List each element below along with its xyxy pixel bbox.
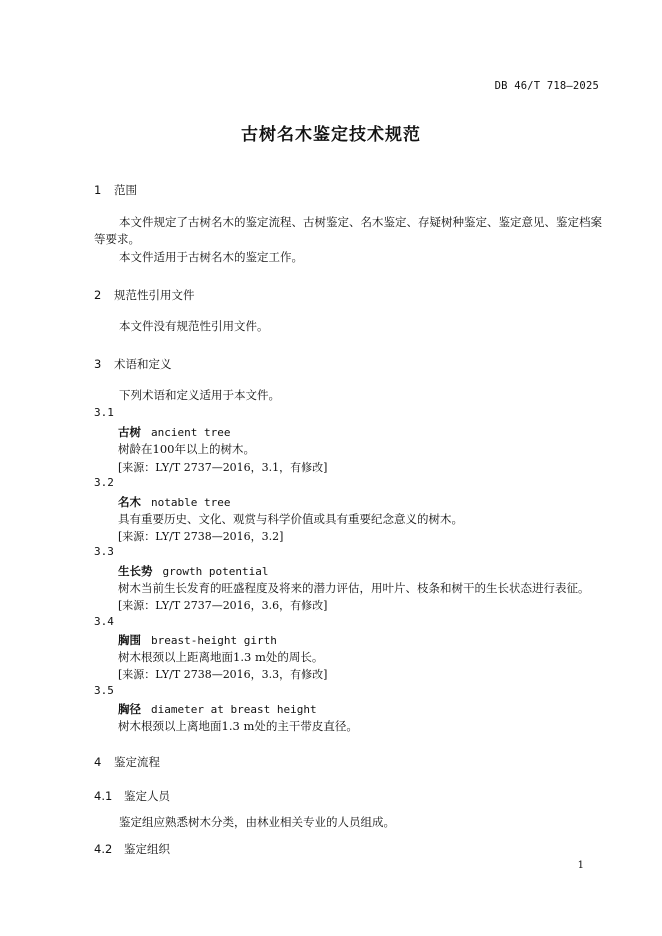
term-name-cn: 名木 [118, 495, 141, 509]
document-code: DB 46/T 718—2025 [494, 80, 599, 92]
term-name-en: growth potential [162, 565, 269, 578]
section-1-heading [94, 182, 137, 198]
subsection-number: 4.1 [94, 789, 113, 803]
section-number: 3 [94, 357, 102, 371]
section-number: 4 [94, 755, 102, 769]
term-source: [来源：LY/T 2738—2016，3.2] [118, 530, 284, 543]
term-name [118, 632, 277, 648]
term-name-cn: 胸围 [118, 633, 141, 647]
document-title: 古树名木鉴定技术规范 [241, 125, 421, 145]
term-name-cn: 胸径 [118, 702, 141, 716]
page-number: 1 [577, 860, 584, 871]
section-1-paragraph-1: 本文件规定了古树名木的鉴定流程、古树鉴定、名木鉴定、存疑树种鉴定、鉴定意见、鉴定档案等要求。 [94, 215, 602, 246]
term-name-cn: 古树 [118, 425, 141, 439]
term-definition: 树木当前生长发育的旺盛程度及将来的潜力评估，用叶片、枝条和树干的生长状态进行表征。 [118, 581, 590, 595]
subsection-4-2-heading [94, 841, 170, 857]
section-title: 鉴定流程 [114, 755, 160, 769]
term-source: [来源：LY/T 2737—2016，3.1，有修改] [118, 461, 328, 474]
term-number: 3.5 [94, 684, 114, 697]
term-definition: 树木根颈以上距离地面1.3 m处的周长。 [118, 650, 324, 664]
section-4-heading [94, 754, 160, 770]
subsection-title: 鉴定组织 [124, 842, 170, 856]
section-number: 2 [94, 288, 102, 302]
section-1-paragraph-2: 本文件适用于古树名木的鉴定工作。 [119, 250, 303, 264]
section-title: 规范性引用文件 [114, 288, 195, 302]
subsection-title: 鉴定人员 [124, 789, 170, 803]
term-name-en: notable tree [151, 496, 231, 509]
term-name-en: ancient tree [151, 426, 231, 439]
term-number: 3.1 [94, 406, 114, 419]
term-definition: 树木根颈以上离地面1.3 m处的主干带皮直径。 [118, 719, 358, 733]
term-name-en: breast-height girth [151, 634, 277, 647]
term-number: 3.2 [94, 476, 114, 489]
term-number: 3.4 [94, 615, 114, 628]
subsection-number: 4.2 [94, 842, 113, 856]
subsection-4-1-heading [94, 788, 170, 804]
term-name [118, 563, 268, 579]
section-2-paragraph-1: 本文件没有规范性引用文件。 [119, 319, 269, 333]
term-definition: 具有重要历史、文化、观赏与科学价值或具有重要纪念意义的树木。 [118, 512, 463, 526]
section-title: 范围 [114, 183, 137, 197]
term-name [118, 424, 230, 440]
section-number: 1 [94, 183, 102, 197]
term-name-cn: 生长势 [118, 564, 153, 578]
section-2-heading [94, 287, 195, 303]
term-number: 3.3 [94, 545, 114, 558]
section-title: 术语和定义 [114, 357, 172, 371]
term-name-en: diameter at breast height [151, 703, 317, 716]
term-source: [来源：LY/T 2737—2016，3.6，有修改] [118, 599, 328, 612]
term-source: [来源：LY/T 2738—2016，3.3，有修改] [118, 668, 328, 681]
term-name [118, 494, 230, 510]
section-3-intro: 下列术语和定义适用于本文件。 [119, 388, 280, 402]
section-3-heading [94, 356, 172, 372]
subsection-4-1-paragraph: 鉴定组应熟悉树木分类，由林业相关专业的人员组成。 [119, 815, 395, 829]
term-name [118, 701, 317, 717]
term-definition: 树龄在100年以上的树木。 [118, 442, 255, 456]
